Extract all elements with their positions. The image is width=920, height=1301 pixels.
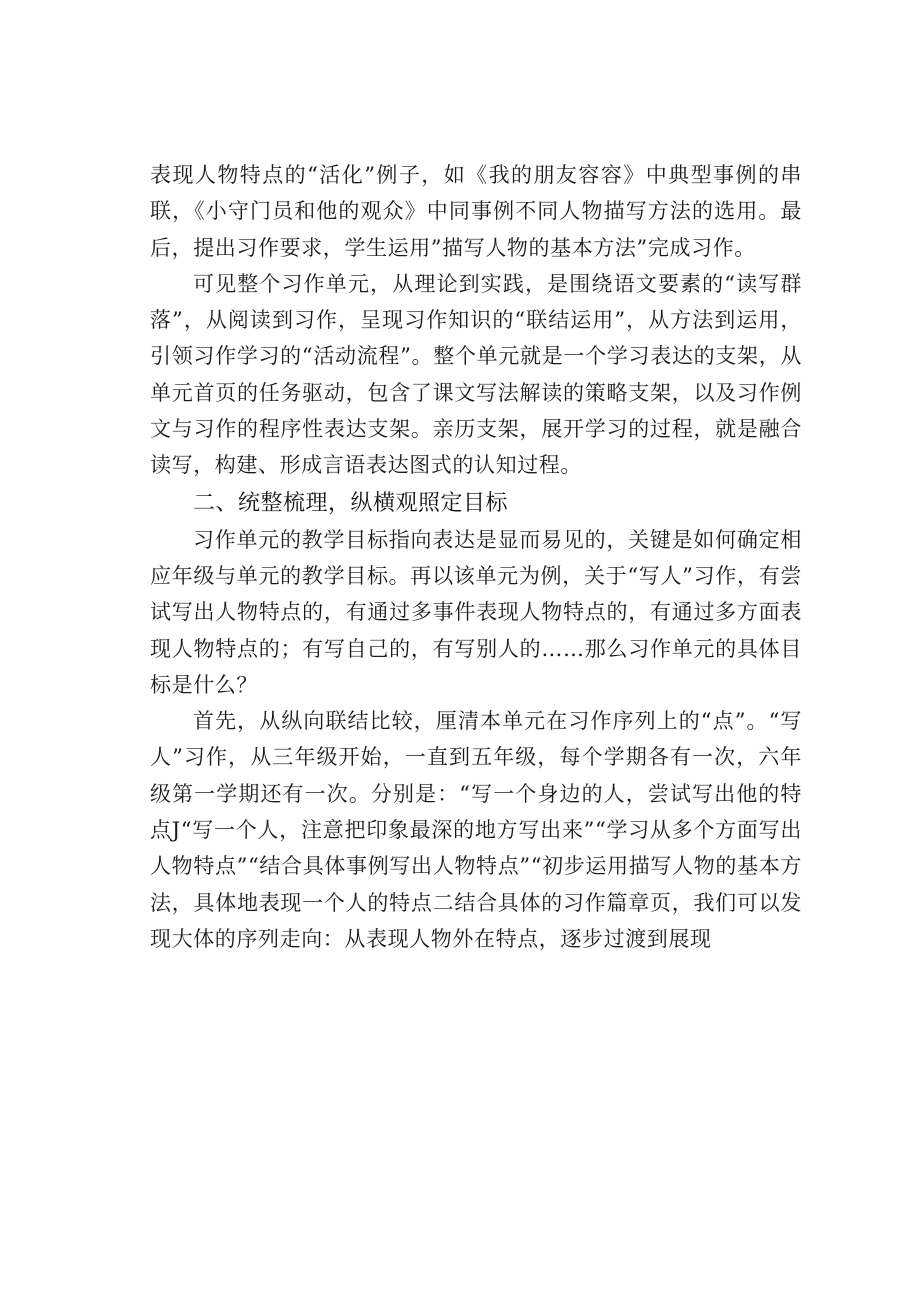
paragraph-vertical-comparison: 首先，从纵向联结比较，厘清本单元在习作序列上的“点”。“写人”习作，从三年级开始，一直到五年级，每个学期各有一次，六年级第一学期还有一次。分别是：“写一个身边的人，尝试写出他的特点J“写一个人，注意把印象最深的地方写出来”“学习从多个方面写出人物特点”“结合具体事例写出人物特点”“初步运用描写人物的基本方法，具体地表现一个人的特点二结合具体的习作篇章页，我们可以发现大体的序列走向：从表现人物外在特点，逐步过渡到展现 [150,709,802,951]
document-body [150,157,802,957]
paragraph-continuation: 表现人物特点的“活化”例子，如《我的朋友容容》中典型事例的串联，《小守门员和他的观众》中同事例不同人物描写方法的选用。最后，提出习作要求，学生运用”描写人物的基本方法”完成习作。 [150,163,802,260]
paragraph-unit-summary: 可见整个习作单元，从理论到实践，是围绕语文要素的“读写群落”，从阅读到习作，呈现习作知识的“联结运用”，从方法到运用，引领习作学习的“活动流程”。整个单元就是一个学习表达的支架，从单元首页的任务驱动，包含了课文写法解读的策略支架，以及习作例文与习作的程序性表达支架。亲历支架，展开学习的过程，就是融合读写，构建、形成言语表达图式的认知过程。 [150,271,802,478]
paragraph-teaching-goals: 习作单元的教学目标指向表达是显而易见的，关键是如何确定相应年级与单元的教学目标。再以该单元为例，关于“写人”习作，有尝试写出人物特点的，有通过多事件表现人物特点的，有通过多方面表现人物特点的；有写自己的，有写别人的……那么习作单元的具体目标是什么？ [150,527,802,697]
section-heading: 二、统整梳理，纵横观照定目标 [193,490,509,516]
